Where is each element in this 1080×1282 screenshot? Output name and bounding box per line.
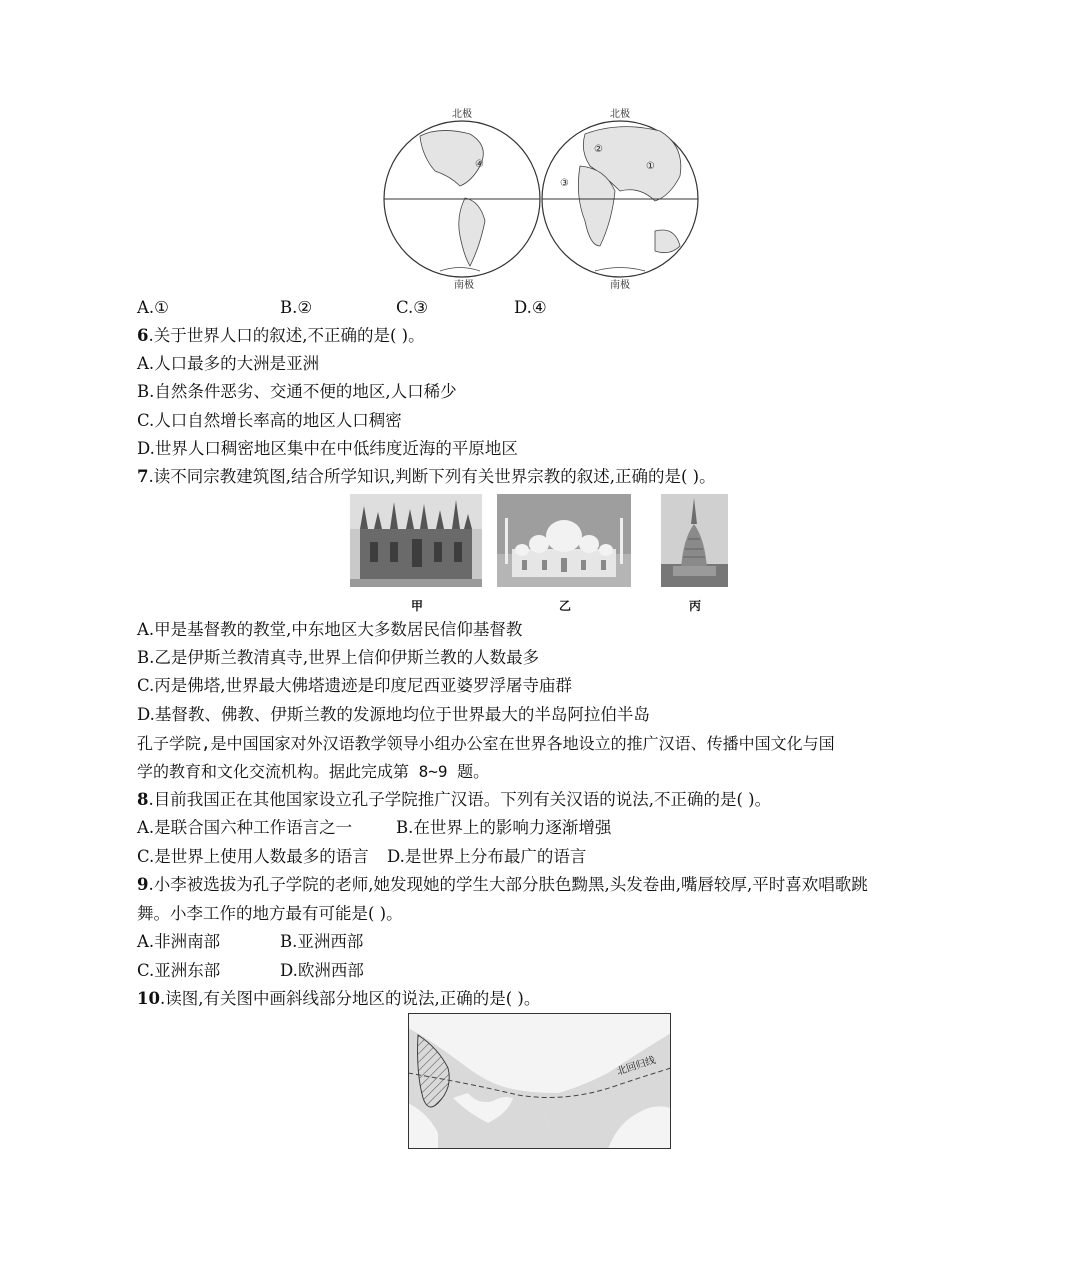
- world-hemispheres-map: [380, 106, 700, 292]
- q7-stem: [137, 465, 716, 489]
- passage-line-2: 学的教育和文化交流机构。据此完成第 8~9 题。: [137, 762, 490, 781]
- q7-option-c: C.丙是佛塔,世界最大佛塔遗迹是印度尼西亚婆罗浮屠寺庙群: [137, 676, 573, 695]
- q5-option-c: C.③: [396, 298, 429, 317]
- q5-option-d: D.④: [514, 298, 547, 317]
- q8-stem-text: .目前我国正在其他国家设立孔子学院推广汉语。下列有关汉语的说法,不正确的是( )。: [148, 790, 772, 809]
- q6-number: 6: [137, 326, 149, 345]
- pagoda-photo: [661, 494, 728, 587]
- q5-option-b: B.②: [280, 298, 313, 317]
- map-marker-1: ①: [646, 161, 655, 172]
- q9-option-d: D.欧洲西部: [280, 961, 364, 980]
- q7-stem-text: .读不同宗教建筑图,结合所学知识,判断下列有关世界宗教的叙述,正确的是( )。: [148, 467, 716, 486]
- north-pole-label-left: 北极: [452, 109, 472, 120]
- q6-stem-text: .关于世界人口的叙述,不正确的是( )。: [148, 326, 425, 345]
- q10-number: 10: [137, 989, 160, 1008]
- q10-stem: [137, 987, 540, 1011]
- q10-stem-text: .读图,有关图中画斜线部分地区的说法,正确的是( )。: [159, 989, 541, 1008]
- q9-stem-line-1: [137, 873, 868, 897]
- q9-option-c: C.亚洲东部: [137, 961, 221, 980]
- q9-option-a: A.非洲南部: [137, 932, 221, 951]
- q9-option-b: B.亚洲西部: [280, 932, 364, 951]
- q7-option-d: D.基督教、佛教、伊斯兰教的发源地均位于世界最大的半岛阿拉伯半岛: [137, 705, 650, 724]
- q9-stem-line-2: 舞。小李工作的地方最有可能是( )。: [137, 904, 403, 923]
- south-pole-label-right: 南极: [610, 280, 630, 291]
- q8-option-d: D.是世界上分布最广的语言: [387, 847, 587, 866]
- south-pole-label-left: 南极: [454, 280, 474, 291]
- q8-number: 8: [137, 790, 149, 809]
- q5-option-a: A.①: [137, 298, 169, 317]
- q8-option-c: C.是世界上使用人数最多的语言: [137, 847, 369, 866]
- caption-jia: 甲: [411, 599, 424, 613]
- q8-option-b: B.在世界上的影响力逐渐增强: [396, 818, 612, 837]
- q8-stem: [137, 788, 771, 812]
- tropic-of-cancer-label: 北回归线: [615, 1055, 657, 1078]
- map-marker-3: ③: [560, 178, 569, 189]
- q9-stem-text: .小李被选拔为孔子学院的老师,她发现她的学生大部分肤色黝黑,头发卷曲,嘴唇较厚,平时喜欢唱歌跳: [148, 875, 868, 894]
- q8-option-a: A.是联合国六种工作语言之一: [137, 818, 353, 837]
- map-marker-4: ④: [475, 159, 484, 170]
- q6-option-c: C.人口自然增长率高的地区人口稠密: [137, 411, 402, 430]
- q7-option-a: A.甲是基督教的教堂,中东地区大多数居民信仰基督教: [137, 620, 523, 639]
- q6-stem: [137, 324, 425, 348]
- passage-line-1: 孔子学院,是中国国家对外汉语教学领导小组办公室在世界各地设立的推广汉语、传播中国文化与国: [137, 734, 835, 753]
- mosque-photo: [497, 494, 631, 587]
- caption-bing: 丙: [689, 599, 702, 613]
- q6-option-b: B.自然条件恶劣、交通不便的地区,人口稀少: [137, 382, 457, 401]
- caption-yi: 乙: [559, 599, 572, 613]
- asia-region-map: [408, 1013, 671, 1149]
- q7-option-b: B.乙是伊斯兰教清真寺,世界上信仰伊斯兰教的人数最多: [137, 648, 540, 667]
- map-marker-2: ②: [594, 144, 603, 155]
- q6-option-a: A.人口最多的大洲是亚洲: [137, 354, 320, 373]
- q6-option-d: D.世界人口稠密地区集中在中低纬度近海的平原地区: [137, 439, 518, 458]
- north-pole-label-right: 北极: [610, 109, 630, 120]
- q7-number: 7: [137, 467, 149, 486]
- cathedral-photo: [350, 494, 482, 587]
- q9-number: 9: [137, 875, 149, 894]
